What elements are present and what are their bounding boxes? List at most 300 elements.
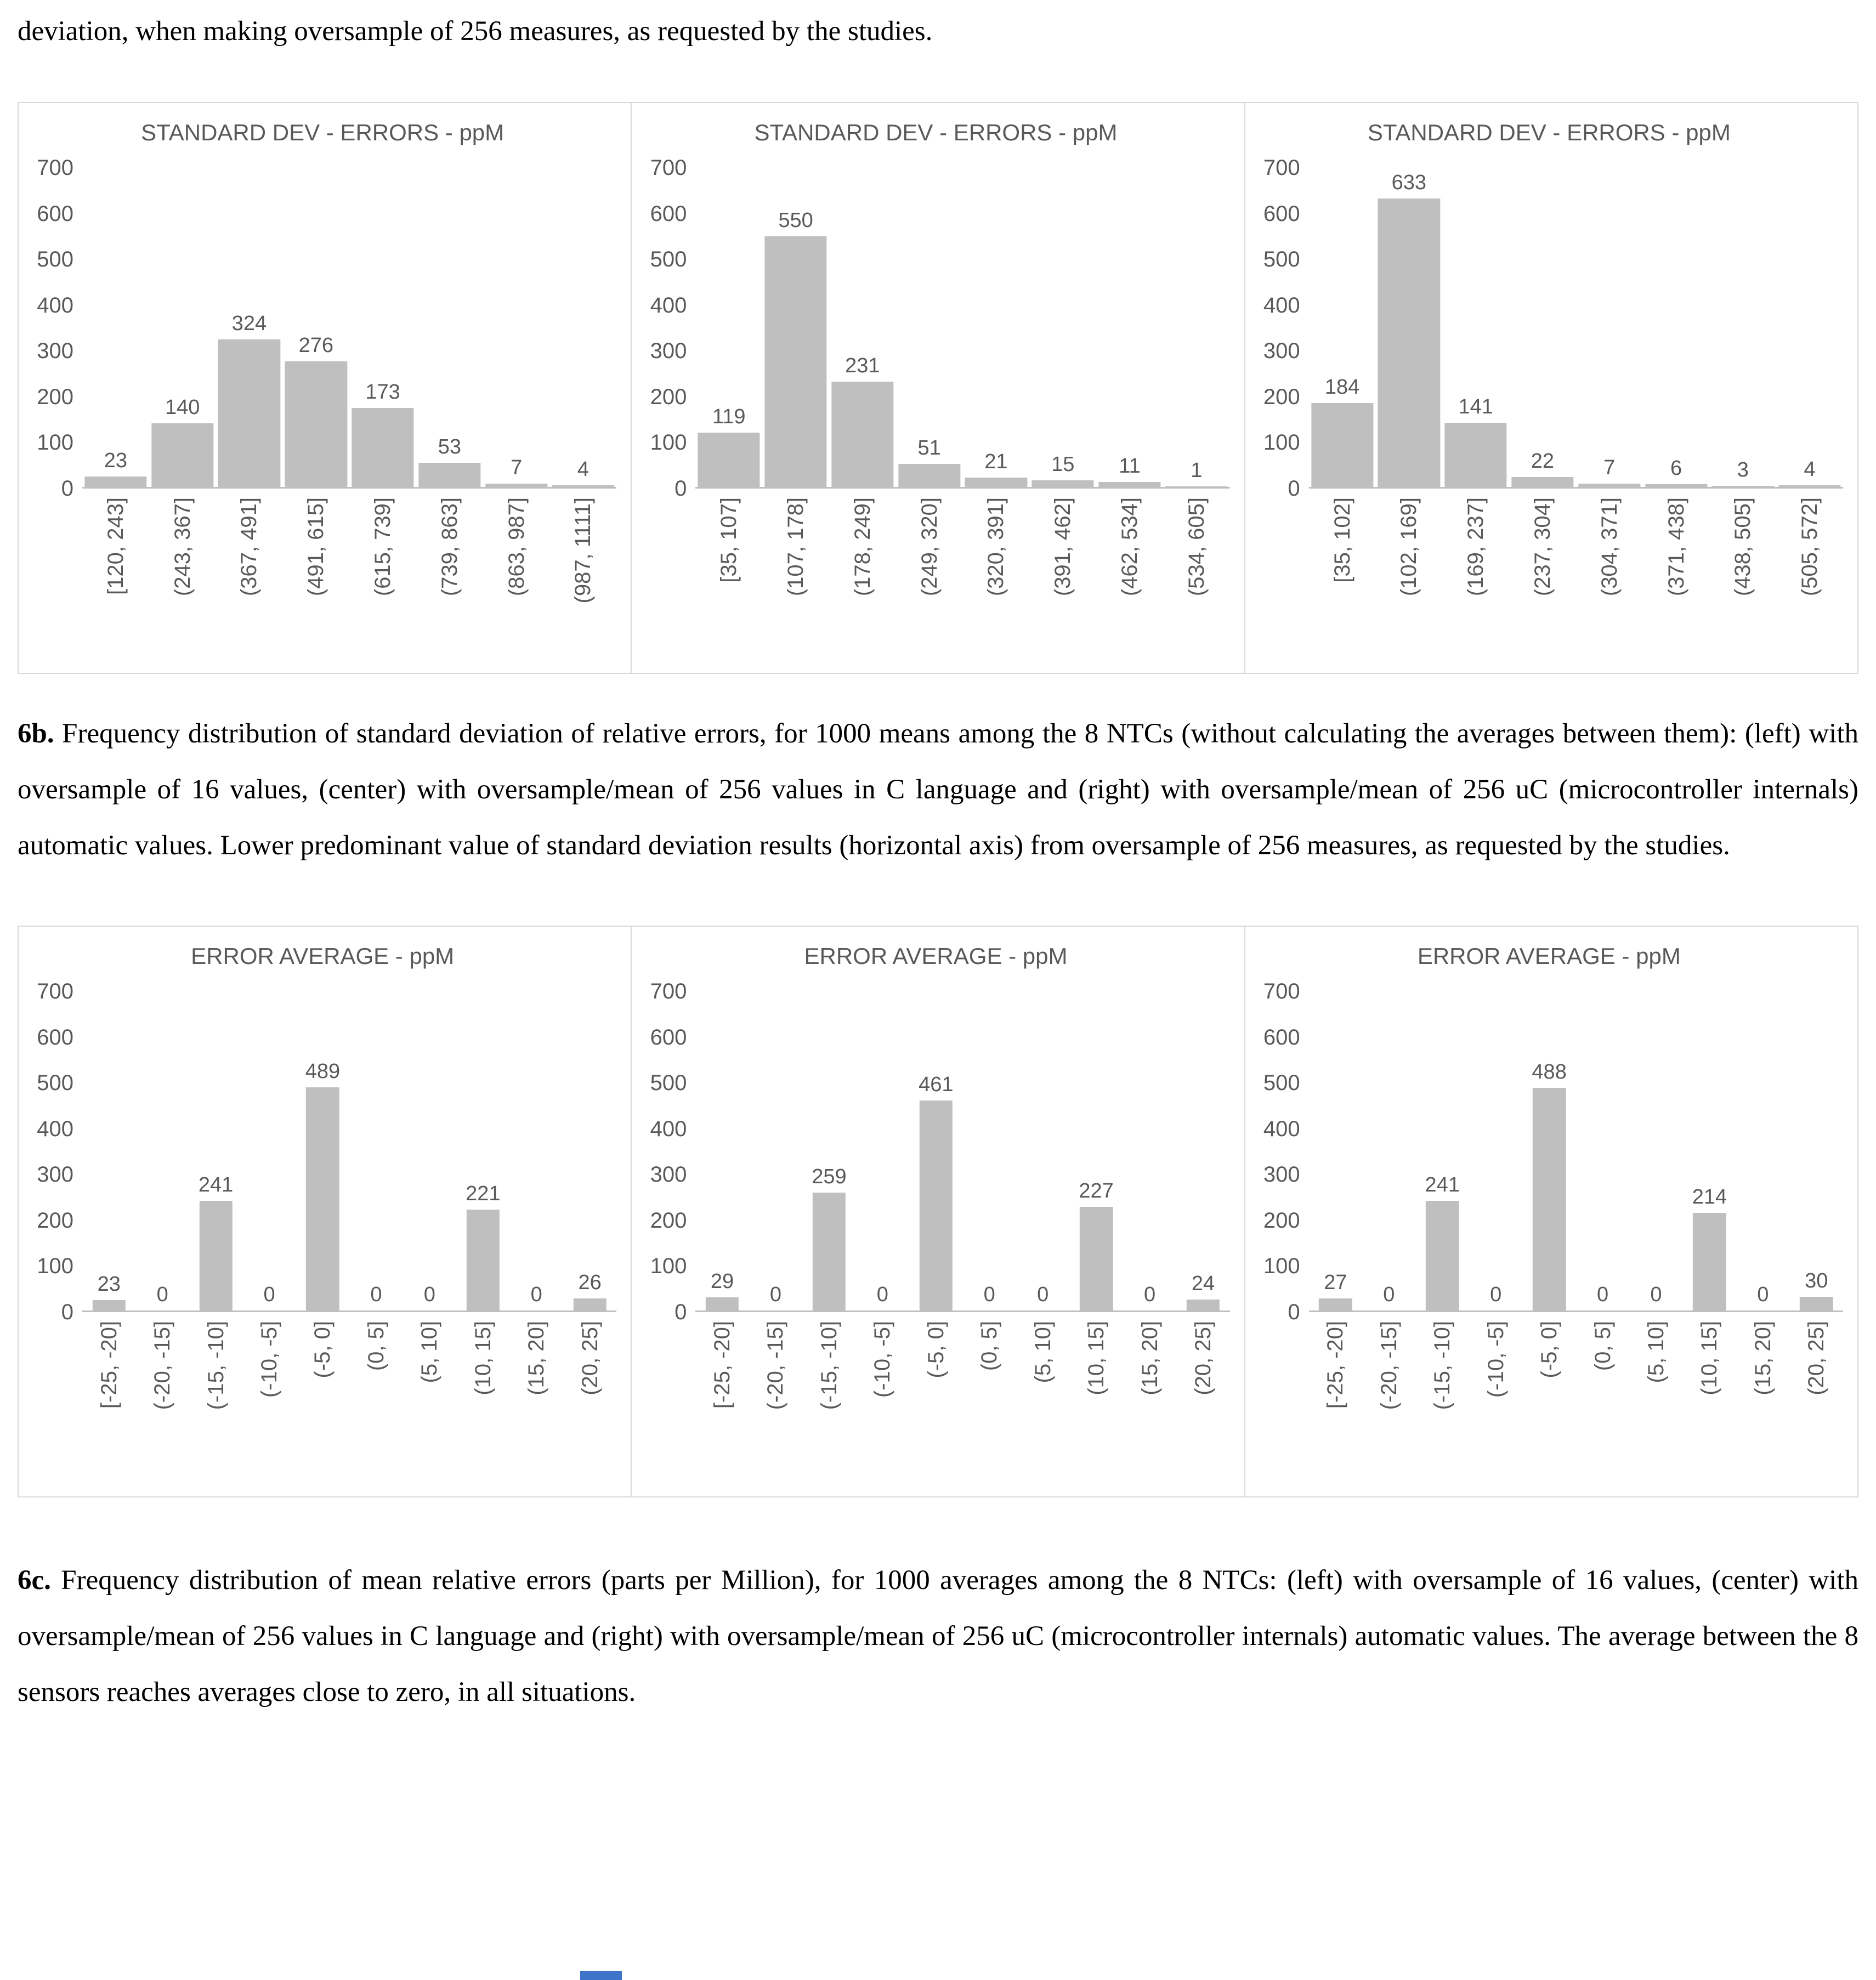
- bar: [920, 1100, 953, 1310]
- x-tick: [1375, 497, 1442, 663]
- x-tick: [1643, 497, 1710, 663]
- x-tick-label: (102, 169]: [1397, 497, 1421, 597]
- bar-value-label: 0: [423, 1283, 435, 1306]
- bar-column: [82, 168, 149, 487]
- bar-column: [1736, 991, 1789, 1310]
- bar: [1311, 403, 1373, 487]
- y-axis: [1255, 979, 1309, 1324]
- bar-value-label: 21: [984, 450, 1008, 473]
- caption-6b-text: Frequency distribution of standard deviation of relative errors, for 1000 means among the 8 NTCs (without calculating the averages between them): (left) with oversample of 16 values, (center) with oversample/mean of 256 values in C language and (right) with oversample/mean of 256 uC (microcontroller internals) automatic values. Lower predominant value of standard deviation results (horizontal axis) from oversample of 256 measures, as requested by the studies.: [18, 718, 1858, 861]
- bar-value-label: 11: [1119, 454, 1141, 478]
- bar-column: [1309, 168, 1376, 487]
- x-tick: [1442, 497, 1509, 663]
- x-tick: [1790, 1321, 1843, 1487]
- x-tick: [416, 497, 483, 663]
- y-tick-label: 400: [650, 1116, 687, 1141]
- x-tick: [82, 497, 149, 663]
- y-tick-label: 400: [1263, 293, 1300, 317]
- x-tick-label: (237, 304]: [1530, 497, 1555, 597]
- y-tick-label: 300: [1263, 339, 1300, 364]
- bar-column: [1123, 991, 1176, 1310]
- bar-column: [416, 168, 483, 487]
- bar: [352, 408, 413, 487]
- bar: [764, 236, 826, 487]
- x-tick-label: (169, 237]: [1464, 497, 1488, 597]
- bar-column: [1643, 168, 1710, 487]
- x-tick: [1176, 1321, 1229, 1487]
- y-axis: [29, 979, 82, 1324]
- y-tick-label: 700: [650, 156, 687, 180]
- x-tick: [1163, 497, 1230, 663]
- x-tick: [1576, 1321, 1629, 1487]
- y-tick-label: 500: [37, 247, 73, 272]
- bar-column: [695, 168, 762, 487]
- x-tick-label: (107, 178]: [784, 497, 808, 597]
- bar-value-label: 22: [1531, 449, 1555, 473]
- y-tick-label: 500: [650, 247, 687, 272]
- x-tick: [403, 1321, 456, 1487]
- bar: [1511, 477, 1573, 487]
- bar-column: [1416, 991, 1469, 1310]
- bar: [1165, 486, 1227, 487]
- x-axis-labels: [1255, 1321, 1843, 1487]
- x-tick-label: (-10, -5]: [870, 1321, 895, 1398]
- bar-value-label: 324: [231, 311, 267, 335]
- x-tick: [1096, 497, 1163, 663]
- y-tick-label: 0: [675, 1300, 687, 1324]
- bar: [93, 1300, 126, 1310]
- bar-column: [82, 991, 135, 1310]
- bar-value-label: 0: [263, 1283, 275, 1306]
- bar-value-label: 0: [530, 1283, 542, 1306]
- bar-value-label: 633: [1391, 171, 1427, 194]
- bar-value-label: 51: [917, 436, 941, 459]
- bar: [1378, 198, 1440, 487]
- bar: [1578, 484, 1640, 487]
- bar: [199, 1201, 232, 1310]
- y-tick-label: 400: [1263, 1116, 1300, 1141]
- bar-value-label: 259: [812, 1165, 847, 1188]
- bar-column: [695, 991, 749, 1310]
- bar-column: [1709, 168, 1776, 487]
- bar: [1319, 1298, 1352, 1310]
- y-tick-label: 100: [37, 1254, 73, 1279]
- bar-column: [510, 991, 563, 1310]
- x-tick: [550, 497, 617, 663]
- x-tick-label: (-15, -10]: [203, 1321, 228, 1410]
- x-tick: [1522, 1321, 1575, 1487]
- bar: [1445, 423, 1507, 487]
- bar-column: [1576, 168, 1643, 487]
- chart-stddev-errors-left: [19, 103, 632, 673]
- x-tick: [749, 1321, 802, 1487]
- x-tick-label: (391, 462]: [1051, 497, 1075, 597]
- bar-column: [856, 991, 909, 1310]
- y-axis: [29, 156, 82, 501]
- bar-column: [1176, 991, 1229, 1310]
- bar-column: [1096, 168, 1163, 487]
- link-fragment[interactable]: [580, 1971, 622, 1980]
- y-tick-label: 500: [1263, 1071, 1300, 1096]
- bar-column: [349, 991, 403, 1310]
- bar-value-label: 231: [845, 354, 880, 377]
- y-tick-label: 100: [650, 1254, 687, 1279]
- x-tick-label: (320, 391]: [984, 497, 1008, 597]
- y-tick-label: 0: [61, 476, 73, 501]
- x-tick: [242, 1321, 296, 1487]
- x-tick-label: (371, 438]: [1664, 497, 1688, 597]
- x-tick-label: (-5, 0]: [310, 1321, 335, 1378]
- bar: [965, 478, 1027, 487]
- y-tick-label: 600: [650, 1025, 687, 1049]
- bar-column: [149, 168, 216, 487]
- x-tick: [1362, 1321, 1415, 1487]
- x-tick-label: (-15, -10]: [817, 1321, 841, 1410]
- x-axis-labels: [29, 497, 616, 663]
- x-tick-label: (5, 10]: [1644, 1321, 1668, 1383]
- bar-column: [762, 168, 829, 487]
- y-tick-label: 300: [37, 339, 73, 364]
- bar-value-label: 0: [1037, 1283, 1049, 1306]
- x-tick-label: (15, 20]: [1750, 1321, 1775, 1395]
- bar-value-label: 173: [365, 381, 400, 404]
- y-tick-label: 700: [650, 979, 687, 1003]
- bar-value-label: 489: [305, 1060, 341, 1083]
- y-axis: [642, 156, 695, 501]
- chart-title: STANDARD DEV - ERRORS - ppM: [754, 120, 1118, 145]
- plot-region: [29, 979, 616, 1324]
- x-tick: [189, 1321, 242, 1487]
- y-tick-label: 400: [37, 293, 73, 317]
- bar-value-label: 7: [511, 456, 523, 480]
- bar-column: [1776, 168, 1843, 487]
- bar-value-label: 29: [710, 1269, 734, 1293]
- x-tick: [1016, 1321, 1069, 1487]
- plot-region: [1255, 979, 1843, 1324]
- bar: [418, 463, 480, 487]
- bar-value-label: 23: [97, 1272, 121, 1296]
- x-tick: [456, 1321, 509, 1487]
- bar: [1778, 485, 1840, 487]
- chart-title: ERROR AVERAGE - ppM: [191, 943, 455, 969]
- plot-area: [1309, 991, 1843, 1312]
- bar: [1693, 1213, 1726, 1310]
- bar-value-label: 241: [198, 1173, 234, 1196]
- x-tick-label: (249, 320]: [917, 497, 942, 597]
- x-tick-label: (438, 505]: [1731, 497, 1755, 597]
- x-tick: [1069, 1321, 1123, 1487]
- x-tick: [1309, 1321, 1362, 1487]
- bar-value-label: 276: [298, 333, 333, 357]
- caption-6b-label: 6b.: [18, 718, 54, 749]
- bar-value-label: 221: [466, 1182, 501, 1206]
- y-tick-label: 0: [61, 1300, 73, 1324]
- bar: [1032, 480, 1094, 487]
- bar-value-label: 4: [1804, 457, 1816, 481]
- x-tick-label: (-10, -5]: [257, 1321, 282, 1398]
- x-tick-label: (5, 10]: [1030, 1321, 1055, 1383]
- bar-value-label: 23: [104, 449, 128, 472]
- bar-value-label: 140: [165, 395, 200, 419]
- x-tick-label: (-20, -15]: [150, 1321, 175, 1410]
- x-tick: [896, 497, 963, 663]
- bar: [218, 339, 280, 487]
- bar-column: [829, 168, 896, 487]
- plot-region: [1255, 156, 1843, 501]
- plot-region: [642, 979, 1229, 1324]
- x-tick-label: (987, 1111]: [571, 497, 596, 604]
- plot-area: [695, 168, 1229, 489]
- caption-6c: [18, 1552, 1858, 1720]
- x-tick-label: (20, 25]: [577, 1321, 602, 1395]
- x-axis-labels: [1255, 497, 1843, 663]
- x-tick-label: (0, 5]: [1590, 1321, 1615, 1371]
- x-tick-label: (10, 15]: [1084, 1321, 1109, 1395]
- x-tick-label: (0, 5]: [977, 1321, 1002, 1371]
- chart-error-average-center: [632, 927, 1245, 1496]
- bar-column: [456, 991, 509, 1310]
- bar-value-label: 1: [1191, 459, 1203, 483]
- bar: [485, 484, 547, 487]
- x-tick-label: [-25, -20]: [97, 1321, 121, 1409]
- x-tick: [282, 497, 349, 663]
- bar-value-label: 0: [1650, 1283, 1662, 1306]
- x-axis-labels: [642, 1321, 1229, 1487]
- bar: [1800, 1297, 1833, 1310]
- bar-column: [403, 991, 456, 1310]
- bar: [467, 1210, 500, 1310]
- bar: [1533, 1088, 1566, 1310]
- bar-column: [135, 991, 189, 1310]
- bar-column: [1362, 991, 1415, 1310]
- bar-column: [963, 991, 1016, 1310]
- bar-value-label: 461: [919, 1073, 954, 1096]
- x-tick: [349, 1321, 403, 1487]
- x-tick-label: (-10, -5]: [1483, 1321, 1508, 1398]
- x-tick: [1709, 497, 1776, 663]
- bar-value-label: 3: [1737, 458, 1749, 481]
- y-tick-label: 100: [1263, 430, 1300, 455]
- bar-value-label: 7: [1603, 456, 1616, 480]
- bar: [813, 1193, 846, 1310]
- bar-value-label: 0: [983, 1283, 995, 1306]
- bar-column: [1309, 991, 1362, 1310]
- bar-column: [550, 168, 617, 487]
- caption-6b: [18, 706, 1858, 873]
- x-tick: [1629, 1321, 1682, 1487]
- x-tick-label: [35, 102]: [1330, 497, 1354, 583]
- bar-column: [1375, 168, 1442, 487]
- x-tick-label: (304, 371]: [1597, 497, 1622, 597]
- plot-area: [1309, 168, 1843, 489]
- bar-value-label: 0: [1383, 1283, 1395, 1306]
- x-tick: [149, 497, 216, 663]
- x-tick-label: (-5, 0]: [923, 1321, 948, 1378]
- bar-value-label: 6: [1670, 457, 1682, 480]
- x-tick: [695, 1321, 749, 1487]
- bar: [285, 361, 347, 487]
- y-tick-label: 400: [37, 1116, 73, 1141]
- x-tick-label: (615, 739]: [371, 497, 395, 597]
- x-tick-label: (534, 605]: [1184, 497, 1209, 597]
- y-tick-label: 200: [37, 384, 73, 409]
- bar-value-label: 550: [778, 208, 813, 232]
- bar-value-label: 4: [577, 457, 590, 481]
- bar-value-label: 141: [1458, 395, 1493, 418]
- x-tick: [1309, 497, 1376, 663]
- plot-area: [82, 168, 616, 489]
- bar-value-label: 53: [438, 435, 462, 458]
- y-tick-label: 500: [1263, 247, 1300, 272]
- y-tick-label: 600: [37, 1025, 73, 1049]
- bar-column: [1069, 991, 1123, 1310]
- x-tick: [510, 1321, 563, 1487]
- figure-6b-chart-row: [18, 102, 1858, 674]
- caption-6c-text: Frequency distribution of mean relative errors (parts per Million), for 1000 averages among the 8 NTCs: (left) with oversample of 16 values, (center) with oversample/mean of 256 values in C language and (right) with oversample/mean of 256 uC (microcontroller internals) automatic values. The average between the 8 sensors reaches averages close to zero, in all situations.: [18, 1565, 1858, 1707]
- y-tick-label: 100: [1263, 1254, 1300, 1279]
- x-tick-label: (5, 10]: [417, 1321, 442, 1383]
- bar-column: [242, 991, 296, 1310]
- y-tick-label: 400: [650, 293, 687, 317]
- y-tick-label: 600: [1263, 1025, 1300, 1049]
- bar: [1426, 1201, 1459, 1310]
- bar-column: [1469, 991, 1522, 1310]
- y-tick-label: 500: [650, 1071, 687, 1096]
- x-tick: [1776, 497, 1843, 663]
- y-tick-label: 600: [37, 201, 73, 226]
- bar: [898, 464, 960, 487]
- y-tick-label: 700: [37, 979, 73, 1003]
- x-tick-label: [35, 107]: [717, 497, 741, 583]
- y-tick-label: 200: [650, 1208, 687, 1233]
- chart-title: STANDARD DEV - ERRORS - ppM: [1367, 120, 1731, 145]
- bar-column: [909, 991, 962, 1310]
- x-tick-label: (-20, -15]: [763, 1321, 788, 1410]
- bar-value-label: 24: [1191, 1272, 1215, 1296]
- bar-column: [282, 168, 349, 487]
- x-tick-label: (739, 863]: [437, 497, 462, 597]
- bar-column: [963, 168, 1030, 487]
- bar-column: [1029, 168, 1096, 487]
- bar-value-label: 0: [1490, 1283, 1502, 1306]
- x-tick: [349, 497, 416, 663]
- x-tick-label: (863, 987]: [504, 497, 529, 597]
- x-tick: [909, 1321, 962, 1487]
- x-tick: [963, 1321, 1016, 1487]
- x-tick: [963, 497, 1030, 663]
- bar-value-label: 241: [1425, 1173, 1460, 1196]
- bar-value-label: 0: [370, 1283, 382, 1306]
- chart-stddev-errors-right: [1245, 103, 1857, 673]
- x-tick-label: [-25, -20]: [1323, 1321, 1348, 1409]
- plot-region: [642, 156, 1229, 501]
- x-tick: [1509, 497, 1576, 663]
- caption-6c-label: 6c.: [18, 1565, 51, 1596]
- bar-value-label: 0: [1757, 1283, 1769, 1306]
- x-tick-label: (-5, 0]: [1537, 1321, 1562, 1378]
- bar-column: [1442, 168, 1509, 487]
- plot-area: [695, 991, 1229, 1312]
- bar-column: [1576, 991, 1629, 1310]
- bar-value-label: 15: [1051, 452, 1075, 476]
- y-tick-label: 600: [650, 201, 687, 226]
- y-tick-label: 500: [37, 1071, 73, 1096]
- bar-column: [1683, 991, 1736, 1310]
- bar: [1098, 482, 1160, 487]
- y-tick-label: 0: [1288, 1300, 1300, 1324]
- x-tick: [1683, 1321, 1736, 1487]
- chart-title: ERROR AVERAGE - ppM: [1417, 943, 1681, 969]
- y-tick-label: 700: [37, 156, 73, 180]
- chart-error-average-left: [19, 927, 632, 1496]
- bar: [306, 1087, 339, 1310]
- x-tick: [695, 497, 762, 663]
- x-tick: [296, 1321, 349, 1487]
- x-tick-label: (20, 25]: [1191, 1321, 1215, 1395]
- bar-value-label: 488: [1532, 1060, 1567, 1084]
- chart-title: ERROR AVERAGE - ppM: [804, 943, 1068, 969]
- y-tick-label: 0: [675, 476, 687, 501]
- bar-column: [216, 168, 283, 487]
- x-tick-label: (20, 25]: [1804, 1321, 1829, 1395]
- bar-column: [749, 991, 802, 1310]
- x-tick: [856, 1321, 909, 1487]
- x-tick-label: (-15, -10]: [1430, 1321, 1455, 1410]
- bar: [1080, 1207, 1113, 1310]
- bar-value-label: 214: [1692, 1185, 1727, 1209]
- x-tick: [802, 1321, 855, 1487]
- bar-value-label: 0: [156, 1283, 168, 1306]
- plot-area: [82, 991, 616, 1312]
- x-tick-label: (178, 249]: [850, 497, 875, 597]
- y-tick-label: 300: [650, 339, 687, 364]
- chart-title: STANDARD DEV - ERRORS - ppM: [141, 120, 505, 145]
- y-tick-label: 0: [1288, 476, 1300, 501]
- x-tick: [1123, 1321, 1176, 1487]
- x-tick-label: (462, 534]: [1118, 497, 1142, 597]
- x-tick: [216, 497, 283, 663]
- bar: [831, 382, 893, 487]
- x-tick: [563, 1321, 616, 1487]
- bar-column: [483, 168, 550, 487]
- bar-column: [1629, 991, 1682, 1310]
- x-tick-label: (505, 572]: [1798, 497, 1822, 597]
- bar-column: [1016, 991, 1069, 1310]
- chart-stddev-errors-center: [632, 103, 1245, 673]
- y-tick-label: 200: [1263, 384, 1300, 409]
- y-tick-label: 700: [1263, 156, 1300, 180]
- bar-value-label: 0: [876, 1283, 888, 1306]
- x-tick: [1029, 497, 1096, 663]
- y-tick-label: 300: [650, 1162, 687, 1187]
- x-tick: [135, 1321, 189, 1487]
- y-tick-label: 100: [650, 430, 687, 455]
- x-tick-label: (-20, -15]: [1376, 1321, 1401, 1410]
- x-tick: [1576, 497, 1643, 663]
- bar: [706, 1297, 739, 1310]
- x-tick-label: (243, 367]: [170, 497, 195, 597]
- bar: [1712, 486, 1774, 487]
- x-tick-label: (15, 20]: [1137, 1321, 1162, 1395]
- bar: [1645, 484, 1707, 487]
- bar-column: [563, 991, 616, 1310]
- bar-column: [296, 991, 349, 1310]
- x-tick: [1416, 1321, 1469, 1487]
- bar-column: [802, 991, 855, 1310]
- bar: [84, 476, 146, 487]
- bar-column: [349, 168, 416, 487]
- y-tick-label: 100: [37, 430, 73, 455]
